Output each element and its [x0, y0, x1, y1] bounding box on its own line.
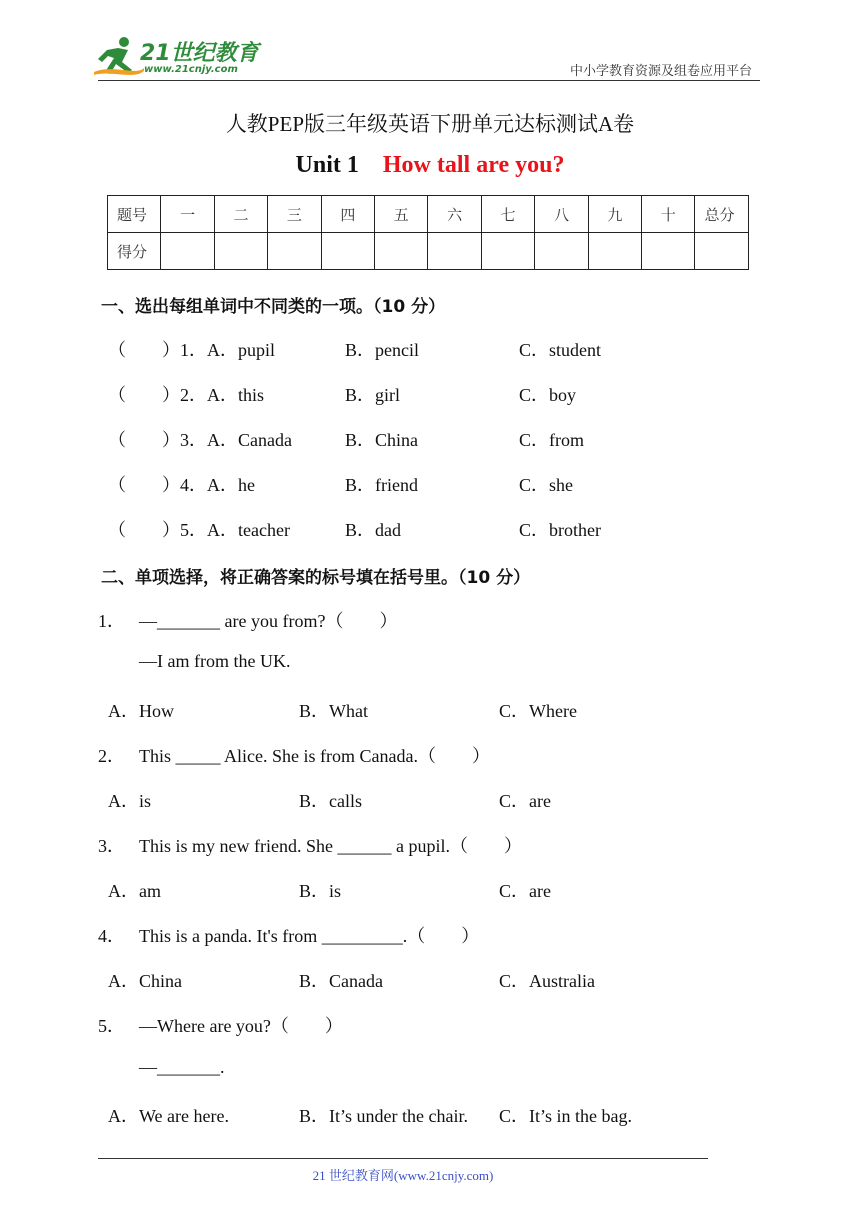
option-b: B．Canada: [299, 971, 383, 991]
option-c: C．Australia: [499, 971, 595, 991]
option-b: B．What: [299, 701, 368, 721]
table-cell: 四: [321, 196, 374, 233]
option-c: C．brother: [519, 520, 601, 540]
score-input-cell[interactable]: [161, 233, 214, 270]
option-c: C．student: [519, 340, 602, 360]
question-number: 3．: [98, 836, 125, 856]
table-cell: 十: [642, 196, 695, 233]
option-a: A．is: [108, 791, 152, 811]
unit-heading: [0, 152, 860, 179]
score-input-cell[interactable]: [642, 233, 695, 270]
option-b: B．pencil: [345, 340, 419, 360]
option-b: B．dad: [345, 520, 401, 540]
question-stem: （ ）4．A．he: [108, 475, 255, 495]
logo-text: 21世纪教育: [140, 41, 259, 66]
option-c: C．are: [499, 791, 551, 811]
option-a: A．China: [108, 971, 182, 991]
question-subtext: —I am from the UK.: [139, 651, 291, 671]
option-b: B．friend: [345, 475, 418, 495]
table-cell: 八: [535, 196, 588, 233]
table-cell: 五: [375, 196, 428, 233]
unit-name: How tall are you?: [382, 152, 565, 178]
option-a: A．We are here.: [108, 1106, 229, 1126]
table-cell: 六: [428, 196, 481, 233]
option-b: B．It’s under the chair.: [299, 1106, 468, 1126]
unit-label: Unit 1: [295, 152, 359, 178]
table-cell: 总分: [695, 196, 749, 233]
question-stem: （ ）5．A．teacher: [108, 520, 290, 540]
option-a: A．How: [108, 701, 174, 721]
document-title: 人教PEP版三年级英语下册单元达标测试A卷: [225, 112, 635, 136]
option-c: C．she: [519, 475, 573, 495]
header-divider: [98, 80, 760, 81]
question-number: 2．: [98, 746, 125, 766]
question-number: 1．: [98, 611, 125, 631]
option-b: B．is: [299, 881, 342, 901]
score-input-cell[interactable]: [375, 233, 428, 270]
option-a: A．am: [108, 881, 161, 901]
section-1-heading: 一、选出每组单词中不同类的一项。（10 分）: [101, 297, 446, 317]
table-cell: 三: [268, 196, 321, 233]
footer-divider: [98, 1158, 708, 1159]
score-table-header-row: [108, 196, 749, 233]
table-cell: 九: [588, 196, 641, 233]
score-input-cell[interactable]: [268, 233, 321, 270]
option-c: C．are: [499, 881, 551, 901]
score-input-cell[interactable]: [321, 233, 374, 270]
option-b: B．calls: [299, 791, 362, 811]
logo-url: www.21cnjy.com: [144, 64, 238, 75]
header-platform-text: 中小学教育资源及组卷应用平台: [570, 63, 753, 78]
option-c: C．It’s in the bag.: [499, 1106, 632, 1126]
footer-link[interactable]: 21 世纪教育网(www.21cnjy.com): [312, 1168, 494, 1183]
question-stem: （ ）3．A．Canada: [108, 430, 292, 450]
question-text: This _____ Alice. She is from Canada.（ ）: [139, 746, 490, 766]
score-input-cell[interactable]: [695, 233, 749, 270]
option-c: C．from: [519, 430, 584, 450]
score-input-cell[interactable]: [214, 233, 267, 270]
score-table-score-row: [108, 233, 749, 270]
question-number: 4．: [98, 926, 125, 946]
question-subtext: —_______.: [139, 1057, 225, 1077]
question-stem: （ ）2．A．this: [108, 385, 265, 405]
option-c: C．boy: [519, 385, 577, 405]
score-table: [107, 195, 749, 270]
section-2-heading: 二、单项选择，将正确答案的标号填在括号里。（10 分）: [101, 568, 531, 588]
score-input-cell[interactable]: [535, 233, 588, 270]
question-stem: （ ）1．A．pupil: [108, 340, 276, 360]
option-c: C．Where: [499, 701, 577, 721]
question-text: This is my new friend. She ______ a pupil.（ ）: [139, 836, 522, 856]
option-b: B．girl: [345, 385, 401, 405]
table-cell: 二: [214, 196, 267, 233]
score-input-cell[interactable]: [588, 233, 641, 270]
table-cell: 得分: [108, 233, 161, 270]
question-number: 5．: [98, 1016, 125, 1036]
table-cell: 一: [161, 196, 214, 233]
question-text: This is a panda. It's from _________.（ ）: [139, 926, 480, 946]
question-text: —Where are you?（ ）: [139, 1016, 343, 1036]
score-input-cell[interactable]: [481, 233, 534, 270]
question-text: —_______ are you from?（ ）: [139, 611, 398, 631]
score-input-cell[interactable]: [428, 233, 481, 270]
table-cell: 题号: [108, 196, 161, 233]
option-b: B．China: [345, 430, 419, 450]
table-cell: 七: [481, 196, 534, 233]
